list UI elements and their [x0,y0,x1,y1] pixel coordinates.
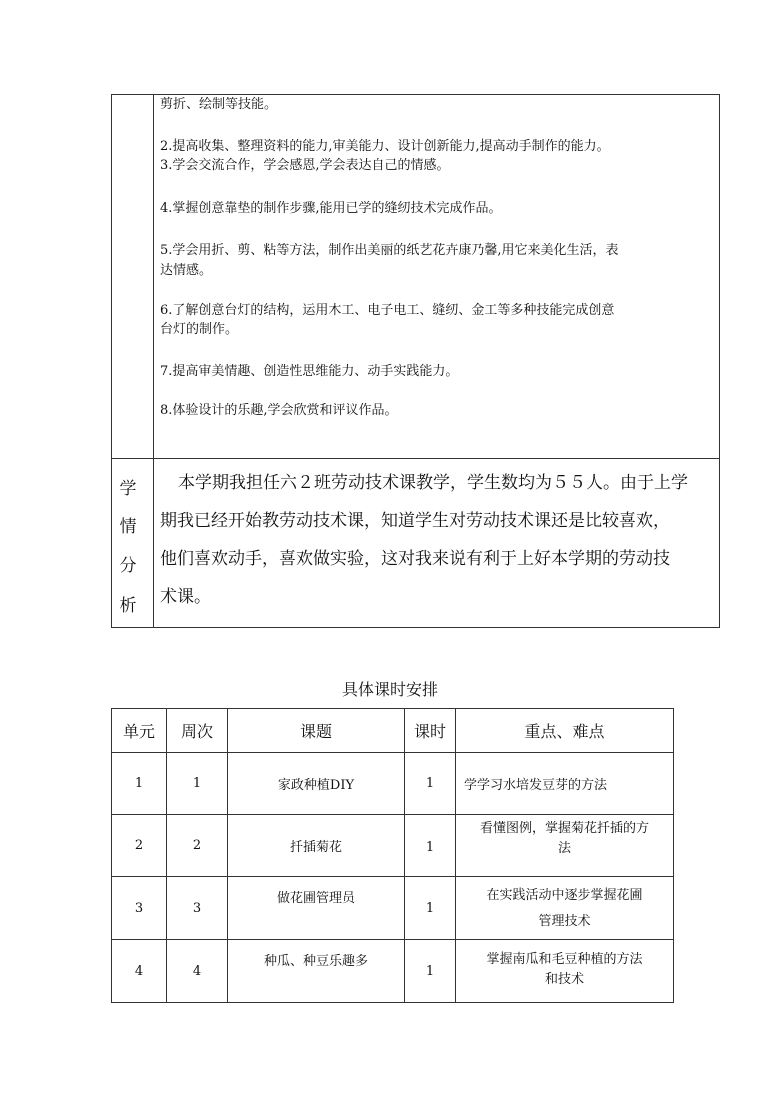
focus-line: 学学习水培发豆芽的方法 [464,778,608,793]
situation-body [160,464,716,616]
topic-cell: 种瓜、种豆乐趣多 [228,940,405,1003]
focus-line: 在实践活动中逐步掌握花圃 [486,888,643,903]
topic-cell: 家政种植DIY [228,753,405,815]
focus-cell [456,940,674,1003]
situation-label-char: 学 [119,479,137,499]
situation-line: 他们喜欢动手，喜欢做实验，这对我来说有利于上好本学期的劳动技 [160,549,670,569]
objective-item-6a: 6.了解创意台灯的结构，运用木工、电子电工、缝纫、金工等多种技能完成创意 [160,303,615,318]
focus-line: 看懂图例，掌握菊花扦插的方 [479,821,649,836]
header-hours: 课时 [405,709,456,753]
situation-line: 期我已经开始教劳动技术课，知道学生对劳动技术课还是比较喜欢， [160,511,670,531]
situation-line: 术课。 [160,587,211,607]
focus-cell [456,753,674,815]
focus-line: 和技术 [544,972,584,987]
objective-item-3: 3.学会交流合作，学会感恩,学会表达自己的情感。 [160,158,450,173]
objective-item-5b: 达情感。 [160,263,213,278]
table-row [112,877,674,940]
header-topic: 课题 [228,709,405,753]
week-cell: 2 [167,815,228,877]
week-cell: 1 [167,753,228,815]
upper-table-left-border [111,94,112,628]
hours-cell: 1 [405,815,456,877]
hours-cell: 1 [405,753,456,815]
upper-table-bottom-border [111,627,720,628]
table-row [112,940,674,1003]
situation-label-char: 析 [119,596,137,616]
table-row [112,753,674,815]
hours-cell: 1 [405,877,456,940]
objective-item-5a: 5.学会用折、剪、粘等方法，制作出美丽的纸艺花卉康乃馨,用它来美化生活，表 [160,243,619,258]
objective-item-2: 2.提高收集、整理资料的能力,审美能力、设计创新能力,提高动手制作的能力。 [160,139,610,154]
topic-cell: 扦插菊花 [228,815,405,877]
header-focus: 重点、难点 [456,709,674,753]
unit-cell: 3 [112,877,167,940]
schedule-header-row [112,709,674,753]
objective-line: 剪折、绘制等技能。 [160,97,278,112]
focus-cell [456,877,674,940]
focus-line: 掌握南瓜和毛豆种植的方法 [486,952,643,967]
upper-table-right-border [719,94,720,628]
schedule-title: 具体课时安排 [341,680,438,699]
situation-line: 本学期我担任六２班劳动技术课教学，学生数均为５５人。由于上学 [178,473,688,493]
header-week: 周次 [167,709,228,753]
week-cell: 3 [167,877,228,940]
table-row [112,815,674,877]
unit-cell: 1 [112,753,167,815]
upper-table-mid-border [111,458,720,459]
situation-label-char: 情 [119,517,137,537]
unit-cell: 4 [112,940,167,1003]
situation-label-char: 分 [119,556,137,576]
focus-line: 法 [557,841,571,856]
focus-line: 管理技术 [538,914,591,929]
week-cell: 4 [167,940,228,1003]
upper-table-divider [153,94,154,628]
objective-item-6b: 台灯的制作。 [160,322,239,337]
schedule-table [111,708,674,1003]
unit-cell: 2 [112,815,167,877]
header-unit: 单元 [112,709,167,753]
focus-cell [456,815,674,877]
topic-cell: 做花圃管理员 [228,877,405,940]
objective-item-8: 8.体验设计的乐趣,学会欣赏和评议作品。 [160,403,398,418]
objective-item-4: 4.掌握创意靠垫的制作步骤,能用已学的缝纫技术完成作品。 [160,201,502,216]
hours-cell: 1 [405,940,456,1003]
objective-item-7: 7.提高审美情趣、创造性思维能力、动手实践能力。 [160,364,459,379]
